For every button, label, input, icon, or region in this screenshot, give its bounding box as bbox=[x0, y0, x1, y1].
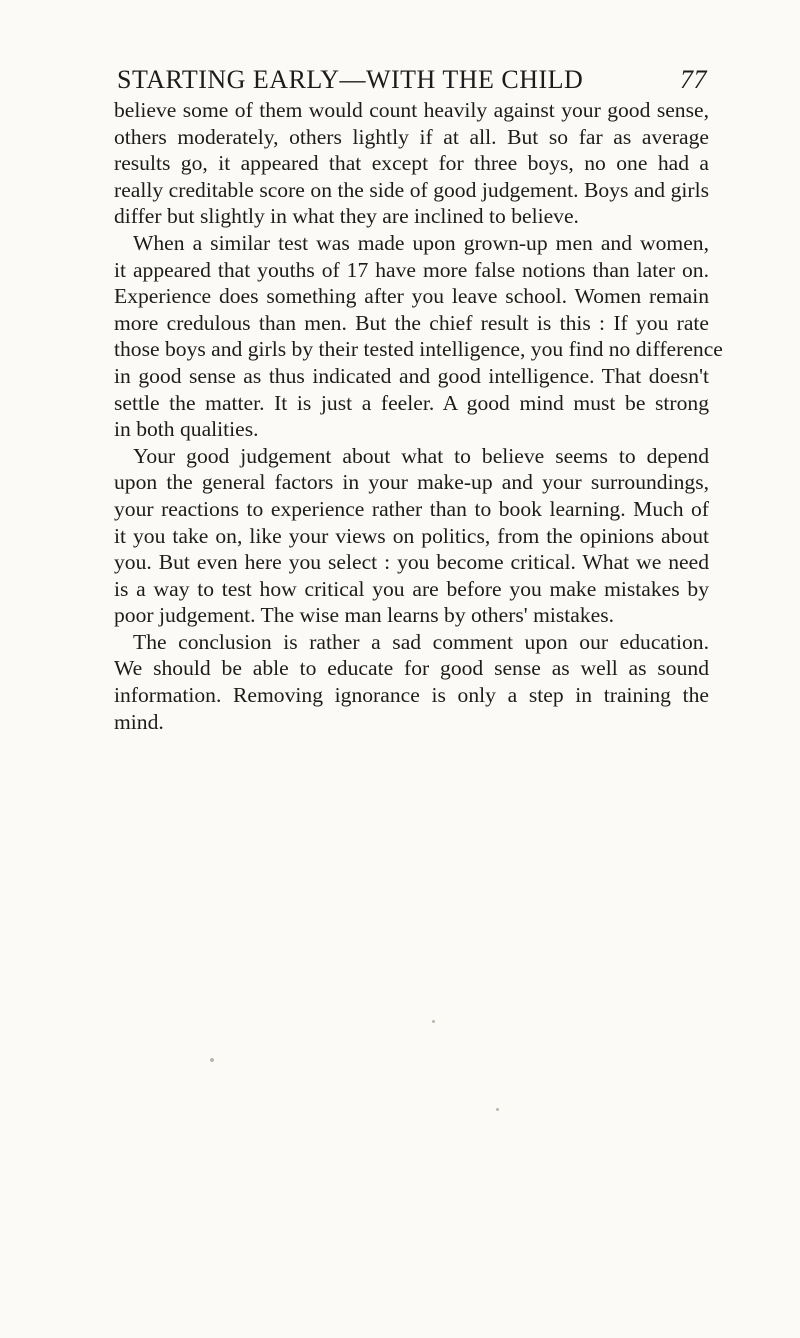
text-line: it you take on, like your views on politics, from the opinions about bbox=[114, 523, 709, 548]
text-line: poor judgement. The wise man learns by others' mistakes. bbox=[114, 603, 615, 628]
running-head-title: STARTING EARLY—WITH THE CHILD bbox=[117, 65, 584, 94]
text-line: upon the general factors in your make-up and your surroundings, bbox=[114, 470, 709, 495]
text-line: results go, it appeared that except for three boys, no one had a bbox=[114, 151, 709, 176]
running-head bbox=[117, 62, 707, 98]
paragraph bbox=[114, 629, 709, 735]
text-line: We should be able to educate for good sense as well as sound bbox=[114, 656, 709, 681]
text-line: those boys and girls by their tested intelligence, you find no difference bbox=[114, 337, 723, 362]
text-line: believe some of them would count heavily against your good sense, bbox=[114, 98, 709, 122]
paragraph bbox=[114, 230, 723, 443]
paper-speck bbox=[210, 1058, 214, 1062]
paper-speck bbox=[496, 1108, 499, 1111]
text-line: others moderately, others lightly if at all. But so far as average bbox=[114, 124, 709, 149]
text-line: in good sense as thus indicated and good intelligence. That doesn't bbox=[114, 363, 709, 388]
text-line: Experience does something after you leave school. Women remain bbox=[114, 284, 709, 309]
paragraph bbox=[114, 443, 709, 629]
text-line: it appeared that youths of 17 have more false notions than later on. bbox=[114, 257, 709, 282]
text-line: settle the matter. It is just a feeler. A good mind must be strong bbox=[114, 390, 709, 415]
body-text bbox=[114, 97, 723, 735]
page-number: 77 bbox=[680, 65, 707, 94]
text-line: you. But even here you select : you become critical. What we need bbox=[114, 550, 709, 575]
text-line: When a similar test was made upon grown-up men and women, bbox=[133, 230, 709, 255]
text-line: differ but slightly in what they are inclined to believe. bbox=[114, 204, 579, 229]
paragraph bbox=[114, 97, 709, 230]
paper-speck bbox=[432, 1020, 435, 1023]
text-line: is a way to test how critical you are before you make mistakes by bbox=[114, 576, 709, 601]
text-line: mind. bbox=[114, 709, 164, 734]
text-line: The conclusion is rather a sad comment upon our education. bbox=[133, 629, 709, 654]
text-line: in both qualities. bbox=[114, 417, 259, 442]
text-line: your reactions to experience rather than to book learning. Much of bbox=[114, 496, 709, 521]
text-line: Your good judgement about what to believe seems to depend bbox=[133, 443, 709, 468]
text-line: more credulous than men. But the chief result is this : If you rate bbox=[114, 310, 709, 335]
text-line: really creditable score on the side of good judgement. Boys and girls bbox=[114, 177, 709, 202]
text-line: information. Removing ignorance is only a step in training the bbox=[114, 683, 709, 708]
